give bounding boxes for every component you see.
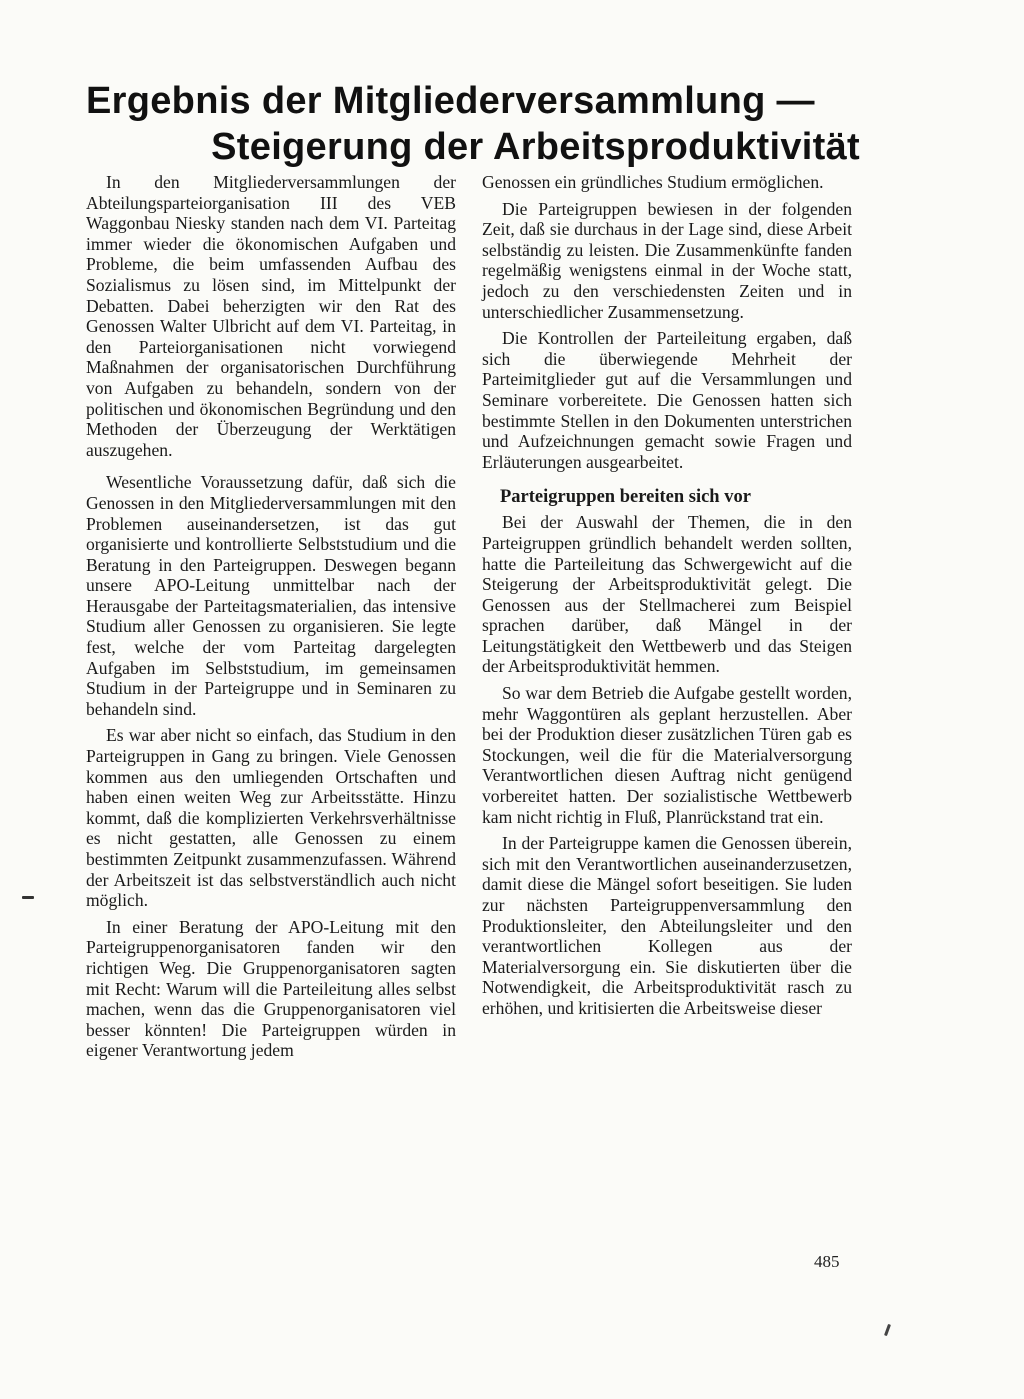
paragraph: Es war aber nicht so einfach, das Studium in den Parteigruppen in Gang zu bringen. Viele Genossen kommen aus den umliegenden Ortschaften und haben einen weiten Weg zur Arbeitsstätte. Hinzu kommt, daß die komplizierten Verkehrsverhältnisse es nicht gestatten, alle Genossen zu einem bestimmten Zeitpunkt zusammenzufassen. Während der Arbeitszeit ist das selbstverständlich auch nicht möglich.	[86, 725, 456, 911]
right-column	[482, 172, 852, 1019]
page-title	[60, 78, 860, 170]
page-number: 485	[814, 1252, 840, 1271]
title-line-2: Steigerung der Arbeitsproduktivität	[211, 126, 860, 168]
paragraph: Die Kontrollen der Parteileitung ergaben, daß sich die überwiegende Mehrheit der Parteimitglieder gut auf die Versammlungen und Seminare vorbereitete. Die Genossen hatten sich bestimmte Stellen in den Dokumenten unterstrichen und Aufzeichnungen gemacht sowie Fragen und Erläuterungen ausgearbeitet.	[482, 328, 852, 472]
paragraph: Genossen ein gründliches Studium ermöglichen.	[482, 172, 824, 192]
title-line-1: Ergebnis der Mitgliederversammlung —	[86, 80, 815, 122]
section-heading: Parteigruppen bereiten sich vor	[500, 487, 751, 508]
left-column	[86, 172, 456, 1061]
paragraph: So war dem Betrieb die Aufgabe gestellt worden, mehr Waggontüren als geplant herzustellen. Aber bei der Produktion dieser zusätzlichen Türen gab es Stockungen, weil die für die Materialversorgung Verantwortlichen diesen Auftrag nicht genügend vorbereitet hatten. Der sozialistische Wettbewerb kam nicht richtig in Fluß, Planrückstand trat ein.	[482, 683, 852, 827]
paragraph: In der Parteigruppe kamen die Genossen überein, sich mit den Verantwortlichen auseinanderzusetzen, damit diese die Mängel sofort beseitigen. Sie luden zur nächsten Parteigruppenversammlung den Produktionsleiter, den Abteilungsleiter und den verantwortlichen Kollegen aus der Materialversorgung ein. Sie diskutierten über die Notwendigkeit, die Arbeitsproduktivität rasch zu erhöhen, und kritisierten die Arbeitsweise dieser	[482, 833, 852, 1018]
paragraph: In den Mitgliederversammlungen der Abteilungsparteiorganisation III des VEB Waggonbau Niesky standen nach dem VI. Parteitag immer wieder die ökonomischen Aufgaben und Probleme, die beim umfassenden Aufbau des Sozialismus zu lösen sind, im Mittelpunkt der Debatten. Dabei beherzigten wir den Rat des Genossen Walter Ulbricht auf dem VI. Parteitag, in den Parteiorganisationen nicht vorwiegend Maßnahmen der organisatorischen Durchführung von Aufgaben zu behandeln, sondern von der politischen und ökonomischen Begründung und den Methoden der Überzeugung der Werktätigen auszugehen.	[86, 172, 456, 460]
paragraph: Die Parteigruppen bewiesen in der folgenden Zeit, daß sie durchaus in der Lage sind, diese Arbeit selbständig zu leisten. Die Zusammenkünfte fanden regelmäßig wenigstens einmal in der Woche statt, jedoch zu den verschiedensten Zeiten und in unterschiedlicher Zusammensetzung.	[482, 198, 852, 322]
paragraph: Bei der Auswahl der Themen, die in den Parteigruppen gründlich behandelt werden sollten, hatte die Parteileitung das Schwergewicht auf die Steigerung der Arbeitsproduktivität gelegt. Die Genossen aus der Stellmacherei zum Beispiel sprachen darüber, daß Mängel in der Leitungstätigkeit den Wettbewerb und das Steigen der Arbeitsproduktivität hemmen.	[482, 512, 852, 677]
margin-mark	[22, 896, 34, 899]
paragraph: In einer Beratung der APO-Leitung mit den Parteigruppenorganisatoren fanden wir den richtigen Weg. Die Gruppenorganisatoren sagten mit Recht: Warum will die Parteileitung alles selbst machen, wenn das die Gruppenorganisatoren viel besser könnten! Die Parteigruppen würden in eigener Verantwortung jedem	[86, 916, 456, 1061]
paragraph: Wesentliche Voraussetzung dafür, daß sich die Genossen in den Mitgliederversammlungen mit den Problemen auseinandersetzen, ist das gut organisierte und kontrollierte Selbststudium und die Beratung in den Parteigruppen. Deswegen begann unsere APO-Leitung unmittelbar nach der Herausgabe der Parteitagsmaterialien, das intensive Studium aller Genossen zu organisieren. Sie legte fest, welche der vom Parteitag dargelegten Aufgaben im Selbststudium, im gemeinsamen Studium in der Parteigruppe und in Seminaren zu behandeln sind.	[86, 472, 456, 719]
corner-mark	[884, 1324, 891, 1336]
